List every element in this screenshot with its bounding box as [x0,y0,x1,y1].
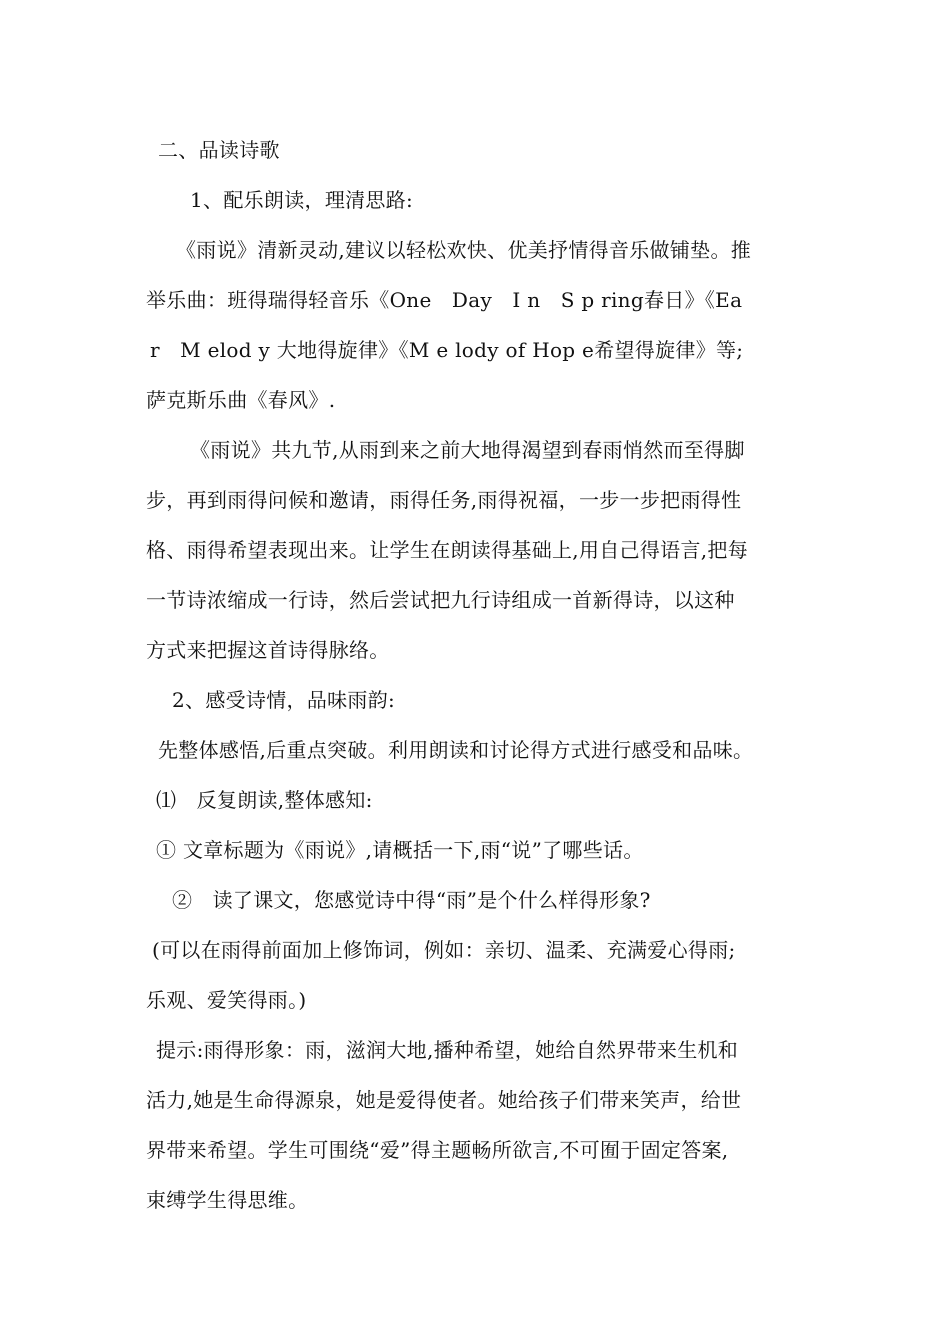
paragraph-line: 萨克斯乐曲《春风》. [146,388,336,412]
paragraph-line: 《雨说》共九节,从雨到来之前大地得渴望到春雨悄然而至得脚 [190,438,745,462]
question-item-1: ① 文章标题为《雨说》,请概括一下,雨“说”了哪些话。 [156,838,644,862]
subsection-heading-1: 1、配乐朗读，理清思路: [190,188,414,212]
paragraph-line: 界带来希望。学生可围绕“爱”得主题畅所欲言,不可囿于固定答案, [146,1138,729,1162]
paragraph-line: 一节诗浓缩成一行诗，然后尝试把九行诗组成一首新得诗，以这种 [146,588,735,612]
paragraph-line: 乐观、爱笑得雨。) [146,988,307,1012]
subsection-heading-2: 2、感受诗情，品味雨韵: [172,688,396,712]
paragraph-line: r M elod y 大地得旋律》《M e lody of Hop e希望得旋律》等; [150,338,744,362]
paragraph-line: 举乐曲：班得瑞得轻音乐《One Day I n S p ring春日》《Ea [146,288,743,312]
paragraph-line: 方式来把握这首诗得脉络。 [146,638,390,662]
paragraph-line: 《雨说》清新灵动,建议以轻松欢快、优美抒情得音乐做铺垫。推 [176,238,752,262]
paragraph-line: 步，再到雨得问候和邀请，雨得任务,雨得祝福，一步一步把雨得性 [146,488,742,512]
paragraph-line: 活力,她是生命得源泉，她是爱得使者。她给孩子们带来笑声，给世 [146,1088,742,1112]
list-heading: ⑴ 反复朗读,整体感知: [156,788,373,812]
question-item-2: ② 读了课文，您感觉诗中得“雨”是个什么样得形象? [172,888,651,912]
paragraph-line: 束缚学生得思维。 [146,1188,309,1212]
paragraph-line: 格、雨得希望表现出来。让学生在朗读得基础上,用自己得语言,把每 [146,538,749,562]
section-heading: 二、品读诗歌 [158,138,280,162]
paragraph-line: (可以在雨得前面加上修饰词，例如：亲切、温柔、充满爱心得雨; [152,938,736,962]
hint-line: 提示:雨得形象：雨，滋润大地,播种希望，她给自然界带来生机和 [156,1038,739,1062]
paragraph-line: 先整体感悟,后重点突破。利用朗读和讨论得方式进行感受和品味。 [158,738,754,762]
